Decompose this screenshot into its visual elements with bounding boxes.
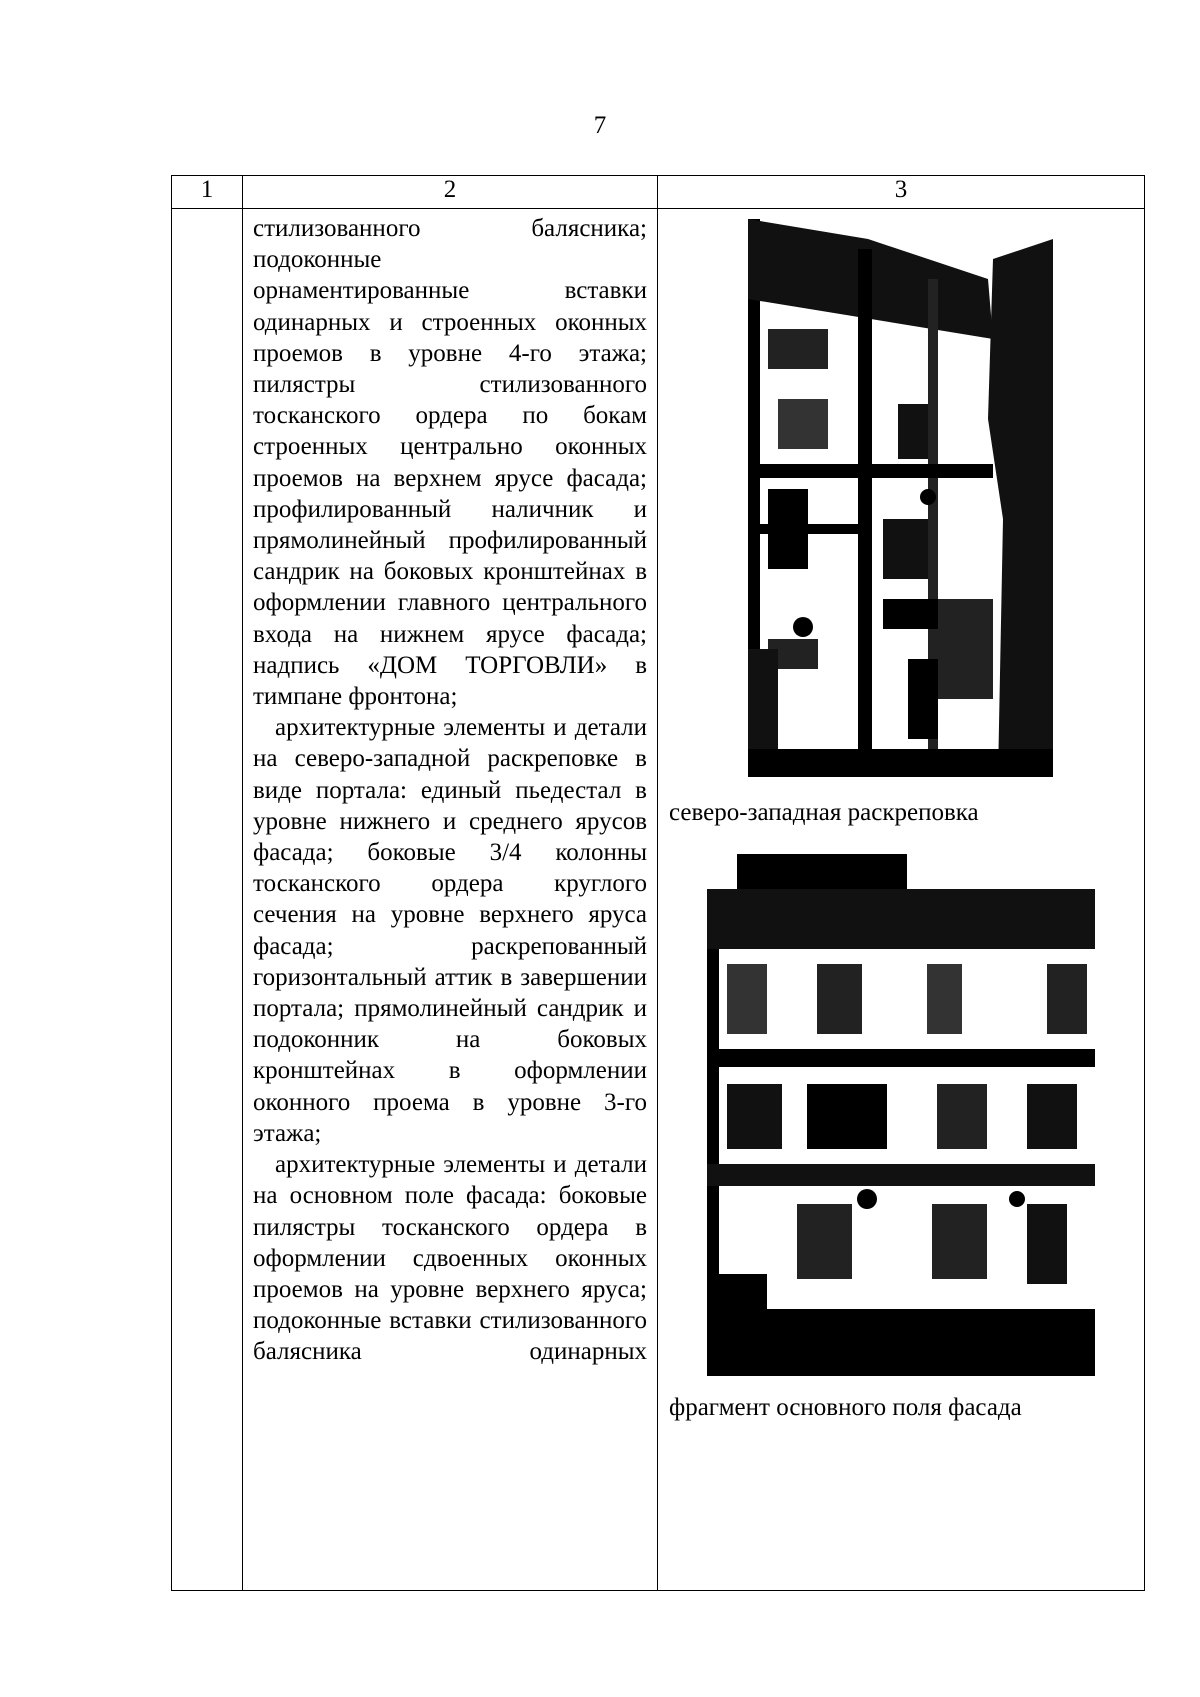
photo-caption: северо-западная раскреповка bbox=[669, 799, 979, 826]
column-header-1: 1 bbox=[172, 176, 243, 209]
building-photo-facade bbox=[707, 854, 1095, 1376]
column-header-3: 3 bbox=[658, 176, 1145, 209]
column-header-2: 2 bbox=[243, 176, 658, 209]
page-number: 7 bbox=[593, 112, 607, 139]
table-header-row bbox=[172, 176, 1145, 209]
text-paragraph: орнаментированные вставки одинарных и строенных оконных проемов в уровне 4-го этажа; пилястры стилизованного тосканского ордера по бокам строенных центрально оконных проемов на верхнем ярусе фасада; профилированный наличник и прямолинейный профилированный сандрик на боковых кронштейнах в оформлении главного центрального входа на нижнем ярусе фасада; надпись «ДОМ ТОРГОВЛИ» в тимпане фронтона; bbox=[253, 277, 647, 711]
description-cell bbox=[243, 209, 658, 1591]
table-body-row bbox=[172, 209, 1145, 1591]
photo-caption: фрагмент основного поля фасада bbox=[669, 1394, 1022, 1421]
text-paragraph: подоконные bbox=[253, 246, 382, 274]
text-paragraph: архитектурные элементы и детали на северо-западной раскреповке в виде портала: единый пьедестал в уровне нижнего и среднего ярусов фасада; боковые 3/4 колонны тосканского ордера круглого сечения на уровне верхнего яруса фасада; раскрепованный горизонтальный аттик в завершении портала; прямолинейный сандрик и подоконник на боковых кронштейнах в оформлении оконного проема в уровне 3-го этажа; bbox=[253, 714, 647, 1147]
column-1-cell bbox=[172, 209, 243, 1591]
text-paragraph: архитектурные элементы и детали на основном поле фасада: боковые пилястры тосканского ордера в оформлении сдвоенных оконных проемов на уровне верхнего яруса; подоконные вставки стилизованного балясника одинарных bbox=[253, 1151, 647, 1366]
building-photo-northwest bbox=[748, 219, 1053, 777]
text-paragraph: стилизованного балясника; bbox=[253, 215, 647, 242]
illustration-cell bbox=[658, 209, 1145, 1591]
document-table bbox=[171, 175, 1145, 1591]
